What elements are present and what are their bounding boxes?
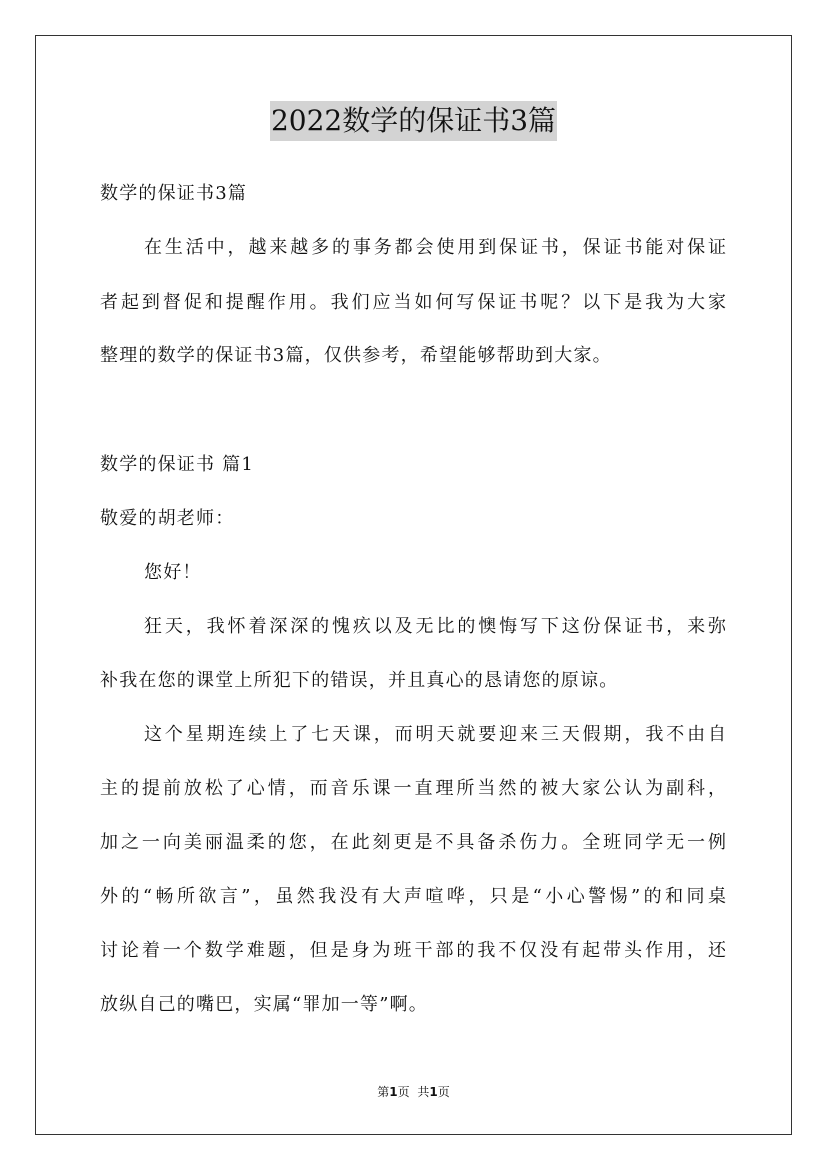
para2-line-5: 讨论着一个数学难题，但是身为班干部的我不仅没有起带头作用，还: [100, 940, 726, 961]
intro-line-1: 在生活中，越来越多的事务都会使用到保证书，保证书能对保证: [144, 237, 726, 258]
greeting: 您好！: [144, 562, 202, 583]
para2-line-4: 外的“畅所欲言”，虽然我没有大声喧哗，只是“小心警惕”的和同桌: [100, 886, 726, 907]
intro-line-3: 整理的数学的保证书3篇，仅供参考，希望能够帮助到大家。: [100, 345, 612, 366]
document-title: 2022数学的保证书3篇: [270, 101, 557, 141]
para2-line-2: 主的提前放松了心情，而音乐课一直理所当然的被大家公认为副科，: [100, 778, 726, 799]
document-subtitle: 数学的保证书3篇: [100, 183, 248, 204]
footer-total-prefix: 共: [417, 1085, 430, 1099]
para2-line-3: 加之一向美丽温柔的您，在此刻更是不具备杀伤力。全班同学无一例: [100, 832, 726, 853]
footer-page-number: 1: [389, 1085, 398, 1099]
footer-total-suffix: 页: [437, 1085, 450, 1099]
para2-line-1: 这个星期连续上了七天课，而明天就要迎来三天假期，我不由自: [144, 724, 726, 745]
salutation: 敬爱的胡老师：: [100, 508, 235, 529]
para1-line-1: 狂天，我怀着深深的愧疚以及无比的懊悔写下这份保证书，来弥: [144, 616, 726, 637]
title-container: [0, 101, 827, 141]
para1-line-2: 补我在您的课堂上所犯下的错误，并且真心的恳请您的原谅。: [100, 670, 619, 691]
para2-line-6: 放纵自己的嘴巴，实属“罪加一等”啊。: [100, 994, 429, 1015]
section-heading: 数学的保证书 篇1: [100, 454, 254, 475]
footer-total-pages: 1: [429, 1085, 438, 1099]
page-footer: [0, 1084, 827, 1100]
footer-page-suffix: 页: [397, 1085, 410, 1099]
footer-prefix: 第: [377, 1085, 390, 1099]
intro-line-2: 者起到督促和提醒作用。我们应当如何写保证书呢？以下是我为大家: [100, 292, 726, 313]
